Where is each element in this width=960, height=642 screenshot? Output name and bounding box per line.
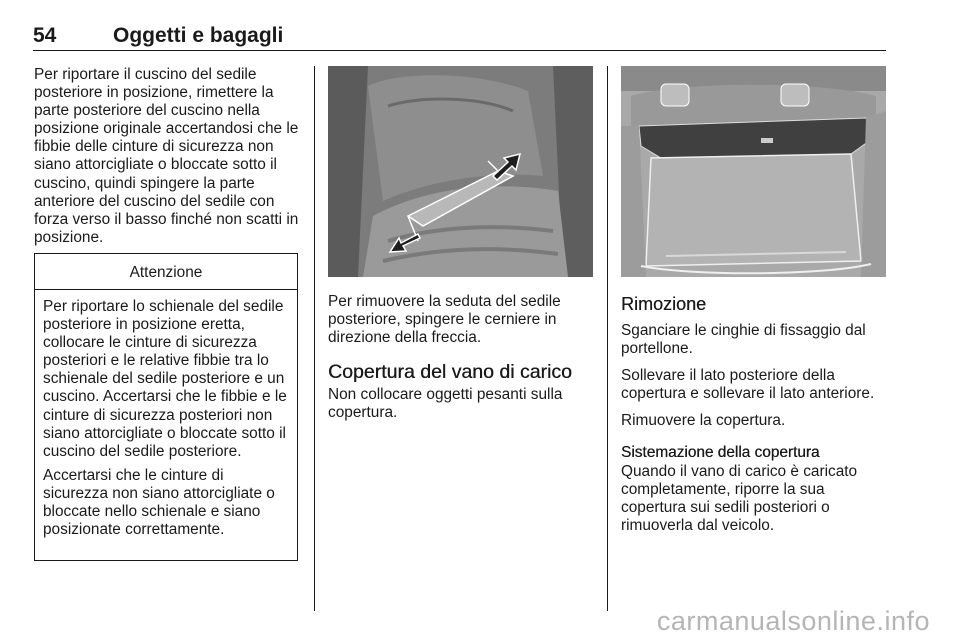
header-divider bbox=[33, 50, 886, 51]
warning-box bbox=[34, 253, 298, 561]
column-divider-right bbox=[607, 66, 608, 611]
watermark: carmanualsonline.info bbox=[656, 606, 930, 636]
right-column bbox=[621, 293, 891, 544]
warning-paragraph: Accertarsi che le cinture di sicurezza non siano attorcigliate o bloccate nello schienale e siano posizionate correttamente. bbox=[43, 466, 275, 539]
rear-seat-illustration bbox=[328, 66, 593, 277]
cargo-cover-illustration bbox=[621, 66, 886, 277]
page-title: Oggetti e bagagli bbox=[113, 24, 284, 47]
left-column bbox=[34, 66, 299, 256]
column-divider-left bbox=[314, 66, 315, 611]
placement-heading: Sistemazione della copertura bbox=[621, 444, 820, 462]
intro-paragraph: Per riportare il cuscino del sedile posteriore in posizione, rimettere la parte posteriore del cuscino nella posizione originale accertandosi che le fibbie delle cinture di sicurezza non siano attorcigliate o bloccate sotto il cuscino, quindi spingere la parte anteriore del cuscino del sedile con forza verso il basso finché non scatti in posizione. bbox=[34, 66, 299, 246]
removal-step: Sollevare il lato posteriore della copertura e sollevare il lato anteriore. bbox=[621, 367, 875, 403]
section-heading: Copertura del vano di carico bbox=[328, 361, 572, 384]
removal-step: Sganciare le cinghie di fissaggio dal portellone. bbox=[621, 322, 866, 358]
page-number: 54 bbox=[33, 24, 57, 47]
section-paragraph: Non collocare oggetti pesanti sulla copertura. bbox=[328, 386, 563, 422]
warning-paragraph: Per riportare lo schienale del sedile posteriore in posizione eretta, collocare le cinture di sicurezza posteriori e le relative fibbie tra lo schienale del sedile posteriore e un cuscino. Accertarsi che le fibbie e le cinture di sicurezza posteriori non siano attorcigliate o bloccate sotto il cuscino del sedile posteriore. bbox=[43, 298, 287, 460]
middle-column bbox=[328, 293, 598, 431]
placement-paragraph: Quando il vano di carico è caricato completamente, riporre la sua copertura sui sedili posteriori o rimuoverla dal veicolo. bbox=[621, 462, 858, 534]
removal-step: Rimuovere la copertura. bbox=[621, 412, 786, 430]
removal-heading: Rimozione bbox=[621, 294, 707, 314]
warning-title: Attenzione bbox=[129, 264, 203, 281]
image-caption: Per rimuovere la seduta del sedile posteriore, spingere le cerniere in direzione della freccia. bbox=[328, 293, 561, 347]
